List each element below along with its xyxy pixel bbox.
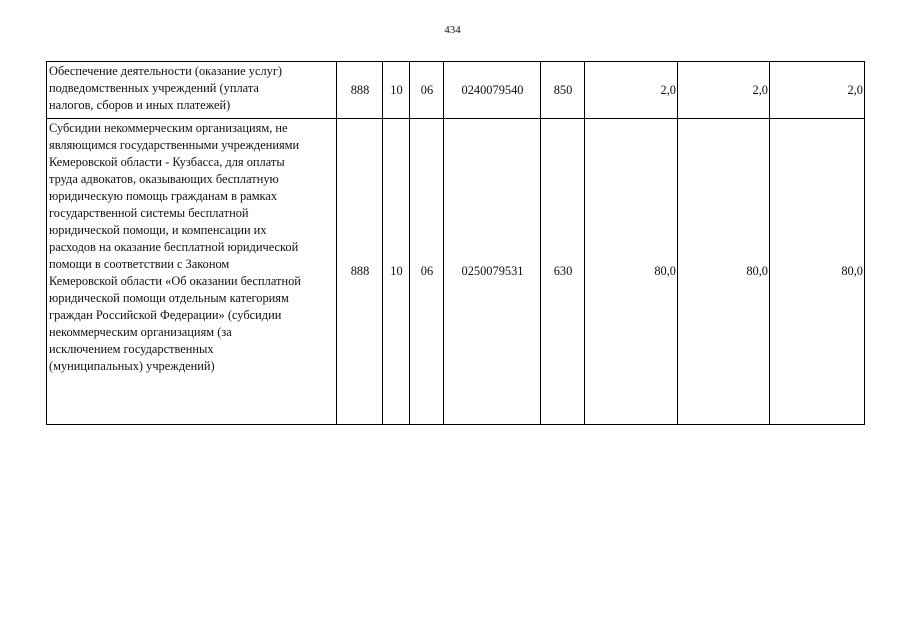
description-line: расходов на оказание бесплатной юридической — [49, 240, 299, 254]
table-row — [47, 62, 865, 119]
section-code: 10 — [383, 119, 410, 425]
description-line: налогов, сборов и иных платежей) — [49, 98, 231, 112]
description-line: (муниципальных) учреждений) — [49, 359, 215, 373]
description-line: юридическую помощь гражданам в рамках — [49, 189, 278, 203]
budget-table — [46, 61, 865, 425]
description-line: подведомственных учреждений (уплата — [49, 81, 259, 95]
description-line: исключением государственных — [49, 342, 214, 356]
table-row — [47, 119, 865, 425]
section-code: 10 — [383, 62, 410, 119]
amount-year-2: 80,0 — [678, 119, 770, 425]
expense-type-code: 850 — [541, 62, 585, 119]
target-article-code: 0240079540 — [444, 62, 541, 119]
amount-year-2: 2,0 — [678, 62, 770, 119]
description-line: Обеспечение деятельности (оказание услуг) — [49, 64, 283, 78]
row-description — [47, 119, 337, 425]
amount-year-1: 80,0 — [585, 119, 678, 425]
page-number: 434 — [444, 24, 461, 36]
amount-year-3: 80,0 — [770, 119, 865, 425]
description-line: Субсидии некоммерческим организациям, не — [49, 121, 288, 135]
ministry-code: 888 — [337, 62, 383, 119]
amount-year-3: 2,0 — [770, 62, 865, 119]
description-line: государственной системы бесплатной — [49, 206, 249, 220]
description-line: Кемеровской области «Об оказании бесплатной — [49, 274, 301, 288]
description-line: помощи в соответствии с Законом — [49, 257, 230, 271]
description-line: юридической помощи, и компенсации их — [49, 223, 267, 237]
description-line: юридической помощи отдельным категориям — [49, 291, 289, 305]
target-article-code: 0250079531 — [444, 119, 541, 425]
description-line: граждан Российской Федерации» (субсидии — [49, 308, 282, 322]
description-line: являющимся государственными учреждениями — [49, 138, 300, 152]
subsection-code: 06 — [410, 62, 444, 119]
amount-year-1: 2,0 — [585, 62, 678, 119]
expense-type-code: 630 — [541, 119, 585, 425]
description-line: труда адвокатов, оказывающих бесплатную — [49, 172, 279, 186]
ministry-code: 888 — [337, 119, 383, 425]
subsection-code: 06 — [410, 119, 444, 425]
row-description — [47, 62, 337, 119]
description-line: Кемеровской области - Кузбасса, для оплаты — [49, 155, 285, 169]
description-line: некоммерческим организациям (за — [49, 325, 232, 339]
